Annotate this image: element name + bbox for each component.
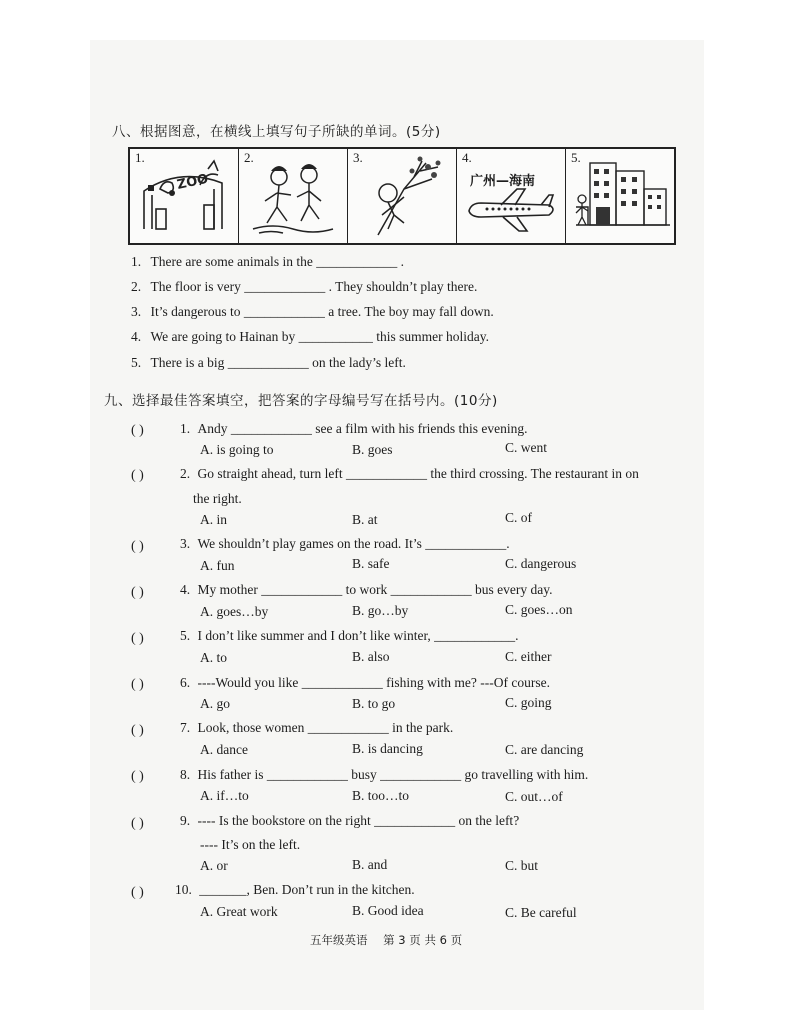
question-text: Andy ____________ see a film with his friends this evening. xyxy=(197,421,528,436)
buildings-icon xyxy=(566,149,674,239)
section-9-title: 九、选择最佳答案填空，把答案的字母编号写在括号内。(10分) xyxy=(104,393,498,409)
question-1 xyxy=(180,421,527,437)
option-c: C. dangerous xyxy=(505,556,577,571)
option-b: B. safe xyxy=(352,556,390,571)
question-number: 6. xyxy=(180,675,191,690)
airplane-icon xyxy=(457,149,565,239)
item-text-before: The floor is very xyxy=(150,279,241,294)
answer-parentheses[interactable]: ( ) xyxy=(131,885,144,900)
picture-4 xyxy=(457,149,566,243)
picture-3 xyxy=(348,149,457,243)
answer-parentheses[interactable]: ( ) xyxy=(131,816,144,831)
option-c: C. are dancing xyxy=(505,742,584,757)
option-a: A. Great work xyxy=(200,904,278,919)
option-b: B. also xyxy=(352,649,390,664)
question-3 xyxy=(180,536,510,552)
item-text-after: . They shouldn’t play there. xyxy=(328,279,478,294)
item-text-after: this summer holiday. xyxy=(376,329,489,344)
boy-climbing-tree-icon xyxy=(348,149,456,239)
picture-number: 4. xyxy=(462,150,472,165)
picture-number: 1. xyxy=(135,150,145,165)
route-caption: 广州—海南 xyxy=(470,174,536,189)
question-text: Look, those women ____________ in the park. xyxy=(197,720,454,735)
item-text-after: on the lady’s left. xyxy=(312,355,406,370)
question-text: ----Would you like ____________ fishing with me? ---Of course. xyxy=(197,675,550,690)
question-4 xyxy=(180,582,552,598)
option-c: C. goes…on xyxy=(505,602,573,617)
option-c: C. going xyxy=(505,695,552,710)
item-text-before: There are some animals in the xyxy=(150,254,313,269)
item-text-before: We are going to Hainan by xyxy=(150,329,296,344)
question-text: My mother ____________ to work ____________ bus every day. xyxy=(197,582,553,597)
option-a: A. dance xyxy=(200,742,248,757)
question-text: ---- Is the bookstore on the right ____________ on the left? xyxy=(197,813,520,828)
item-number: 4. xyxy=(131,329,142,344)
option-b: B. to go xyxy=(352,696,396,711)
item-number: 5. xyxy=(131,355,142,370)
option-b: B. at xyxy=(352,512,378,527)
fill-item-4 xyxy=(131,329,489,345)
picture-5 xyxy=(566,149,674,243)
picture-table xyxy=(128,147,676,245)
item-text-after: . xyxy=(400,254,404,269)
answer-blank[interactable]: ____________ xyxy=(316,254,398,269)
question-number: 4. xyxy=(180,582,191,597)
question-text-continued: the right. xyxy=(193,491,242,506)
option-a: A. if…to xyxy=(200,788,249,803)
option-b: B. is dancing xyxy=(352,741,423,756)
question-text: His father is ____________ busy ____________ go travelling with him. xyxy=(197,767,589,782)
option-a: A. fun xyxy=(200,558,235,573)
option-b: B. and xyxy=(352,857,388,872)
question-number: 10. xyxy=(175,882,192,897)
option-a: A. to xyxy=(200,650,227,665)
svg-text:ZOO: ZOO xyxy=(175,171,210,193)
option-a: A. in xyxy=(200,512,227,527)
item-number: 1. xyxy=(131,254,142,269)
question-2 xyxy=(180,466,639,482)
fill-item-5 xyxy=(131,355,406,371)
option-c: C. either xyxy=(505,649,552,664)
question-text: Go straight ahead, turn left ____________ the third crossing. The restaurant in on xyxy=(197,466,639,481)
question-number: 7. xyxy=(180,720,191,735)
zoo-gate-icon xyxy=(130,149,238,239)
option-b: B. goes xyxy=(352,442,393,457)
item-text-after: a tree. The boy may fall down. xyxy=(328,304,494,319)
picture-number: 5. xyxy=(571,150,581,165)
answer-parentheses[interactable]: ( ) xyxy=(131,468,144,483)
question-5 xyxy=(180,628,519,644)
answer-blank[interactable]: ____________ xyxy=(244,279,326,294)
option-c: C. out…of xyxy=(505,789,563,804)
question-number: 3. xyxy=(180,536,191,551)
option-b: B. Good idea xyxy=(352,903,424,918)
question-number: 2. xyxy=(180,466,191,481)
item-text-before: There is a big xyxy=(150,355,225,370)
question-number: 8. xyxy=(180,767,191,782)
option-b: B. too…to xyxy=(352,788,410,803)
question-number: 1. xyxy=(180,421,191,436)
answer-blank[interactable]: ____________ xyxy=(227,355,309,370)
footer-page-number: 第 3 页 共 6 页 xyxy=(383,933,463,947)
question-text-continued: ---- It’s on the left. xyxy=(200,837,301,852)
picture-number: 2. xyxy=(244,150,254,165)
picture-1 xyxy=(130,149,239,243)
fill-item-1 xyxy=(131,254,404,270)
answer-parentheses[interactable]: ( ) xyxy=(131,585,144,600)
option-c: C. of xyxy=(505,510,532,525)
option-a: A. or xyxy=(200,858,228,873)
answer-parentheses[interactable]: ( ) xyxy=(131,769,144,784)
answer-blank[interactable]: ____________ xyxy=(243,304,325,319)
option-c: C. Be careful xyxy=(505,905,577,920)
fill-item-3 xyxy=(131,304,494,320)
answer-parentheses[interactable]: ( ) xyxy=(131,723,144,738)
boys-playing-icon xyxy=(239,149,347,239)
item-number: 2. xyxy=(131,279,142,294)
answer-blank[interactable]: ___________ xyxy=(298,329,373,344)
picture-2 xyxy=(239,149,348,243)
option-a: A. goes…by xyxy=(200,604,269,619)
option-c: C. but xyxy=(505,858,539,873)
answer-parentheses[interactable]: ( ) xyxy=(131,423,144,438)
option-b: B. go…by xyxy=(352,603,409,618)
question-7 xyxy=(180,720,453,736)
question-number: 5. xyxy=(180,628,191,643)
item-text-before: It’s dangerous to xyxy=(150,304,241,319)
question-6 xyxy=(180,675,550,691)
option-a: A. is going to xyxy=(200,442,274,457)
option-c: C. went xyxy=(505,440,547,455)
question-10 xyxy=(175,882,415,898)
answer-parentheses[interactable]: ( ) xyxy=(131,539,144,554)
question-9 xyxy=(180,813,519,829)
section-8-title: 八、根据图意，在横线上填写句子所缺的单词。(5分) xyxy=(112,124,441,140)
question-number: 9. xyxy=(180,813,191,828)
page-footer xyxy=(310,932,462,948)
footer-subject: 五年级英语 xyxy=(310,933,368,947)
question-8 xyxy=(180,767,588,783)
fill-item-2 xyxy=(131,279,477,295)
question-text: We shouldn’t play games on the road. It’s ____________. xyxy=(197,536,510,551)
option-a: A. go xyxy=(200,696,230,711)
answer-parentheses[interactable]: ( ) xyxy=(131,677,144,692)
answer-parentheses[interactable]: ( ) xyxy=(131,631,144,646)
picture-number: 3. xyxy=(353,150,363,165)
question-text: _______, Ben. Don’t run in the kitchen. xyxy=(199,882,415,897)
item-number: 3. xyxy=(131,304,142,319)
question-text: I don’t like summer and I don’t like winter, ____________. xyxy=(197,628,519,643)
